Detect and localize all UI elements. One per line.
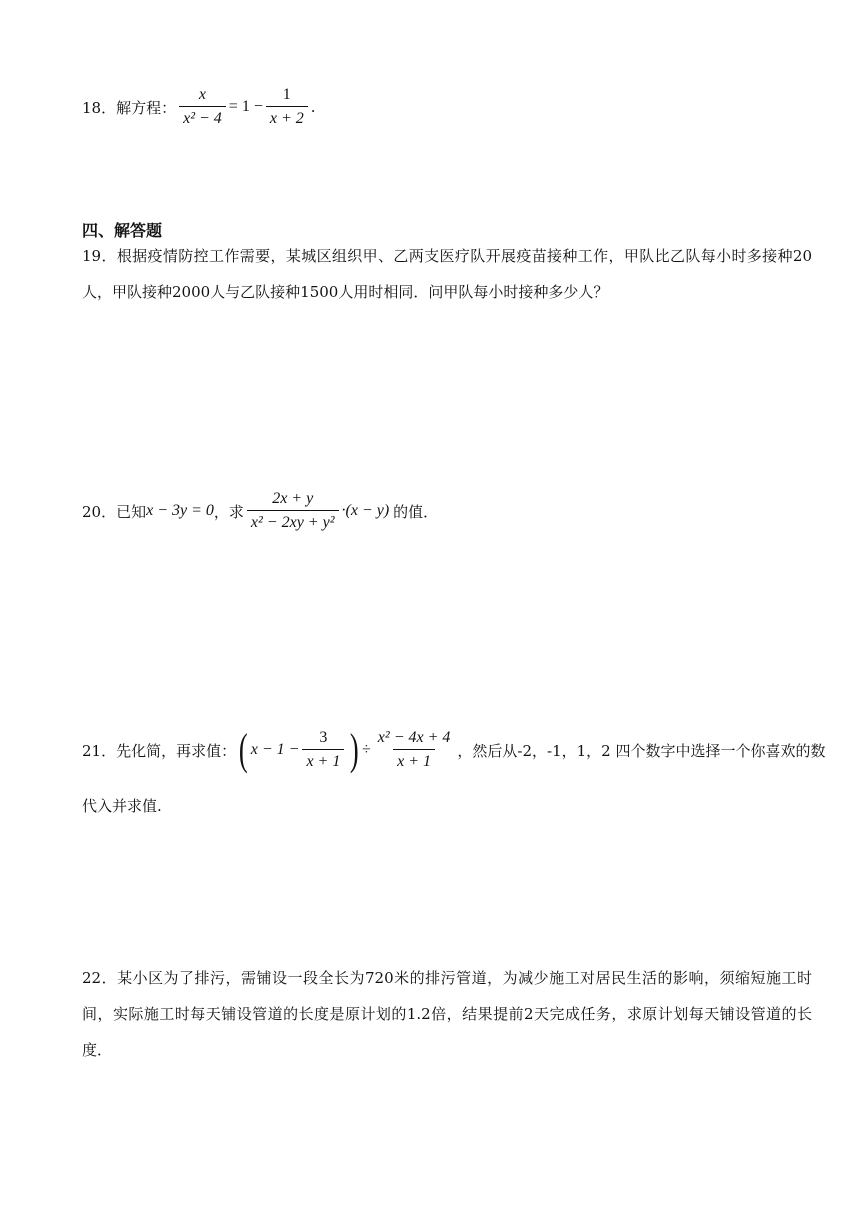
q21-prefix: 21．先化简，再求值： [82, 741, 237, 760]
q18-equals-part: = 1 − [228, 98, 263, 115]
q21-divide: ÷ [362, 741, 371, 758]
q18-suffix: . [310, 98, 316, 116]
q21-line-2: 代入并求值. [82, 797, 162, 815]
q20-condition: x − 3y = 0 [146, 502, 214, 519]
q18-frac1-denominator: x² − 4 [179, 106, 226, 128]
q20-frac-numerator: 2x + y [272, 490, 314, 507]
q20-prefix: 20．已知 [82, 502, 147, 521]
q20-frac-denominator: x² − 2xy + y² [247, 510, 339, 532]
q18-frac2-denominator: x + 2 [266, 106, 308, 128]
q20-after: ·(x − y) [341, 502, 390, 519]
section-heading: 四、解答题 [82, 221, 163, 240]
q21-inner-numerator: 3 [319, 729, 328, 746]
question-18 [82, 86, 812, 128]
q21-inner-fraction [302, 729, 344, 771]
q21-suffix: ，然后从-2，-1，1，2 四个数字中选择一个你喜欢的数 [457, 741, 826, 760]
q21-right-paren: ) [350, 725, 360, 774]
q20-mid: ，求 [213, 502, 244, 521]
q21-left-paren: ( [239, 725, 248, 774]
q20-fraction [247, 490, 339, 532]
q21-frac-numerator: x² − 4x + 4 [377, 729, 451, 746]
q18-fraction-1 [179, 86, 226, 128]
q21-fraction [374, 729, 455, 771]
q21-paren-expr: x − 1 − [250, 741, 300, 758]
question-22: 22．某小区为了排污，需铺设一段全长为720米的排污管道，为减少施工对居民生活的影响，须缩短施工时间，实际施工时每天铺设管道的长度是原计划的1.2倍，结果提前2天完成任务，求原计划每天铺设管道的长度． [82, 969, 812, 1059]
q18-fraction-2 [266, 86, 308, 128]
question-20 [82, 490, 812, 532]
q18-frac2-numerator: 1 [282, 86, 291, 103]
q21-inner-denominator: x + 1 [302, 749, 344, 771]
q18-prefix: 18．解方程： [82, 98, 177, 117]
question-19: 19．根据疫情防控工作需要，某城区组织甲、乙两支医疗队开展疫苗接种工作，甲队比乙队每小时多接种20人，甲队接种2000人与乙队接种1500人用时相同．问甲队每小时接种多少人？ [82, 247, 812, 301]
q18-frac1-numerator: x [198, 86, 206, 103]
q21-frac-denominator: x + 1 [393, 749, 435, 771]
q21-line-1 [82, 724, 826, 776]
question-21 [82, 724, 826, 818]
q20-suffix: 的值． [393, 502, 439, 521]
